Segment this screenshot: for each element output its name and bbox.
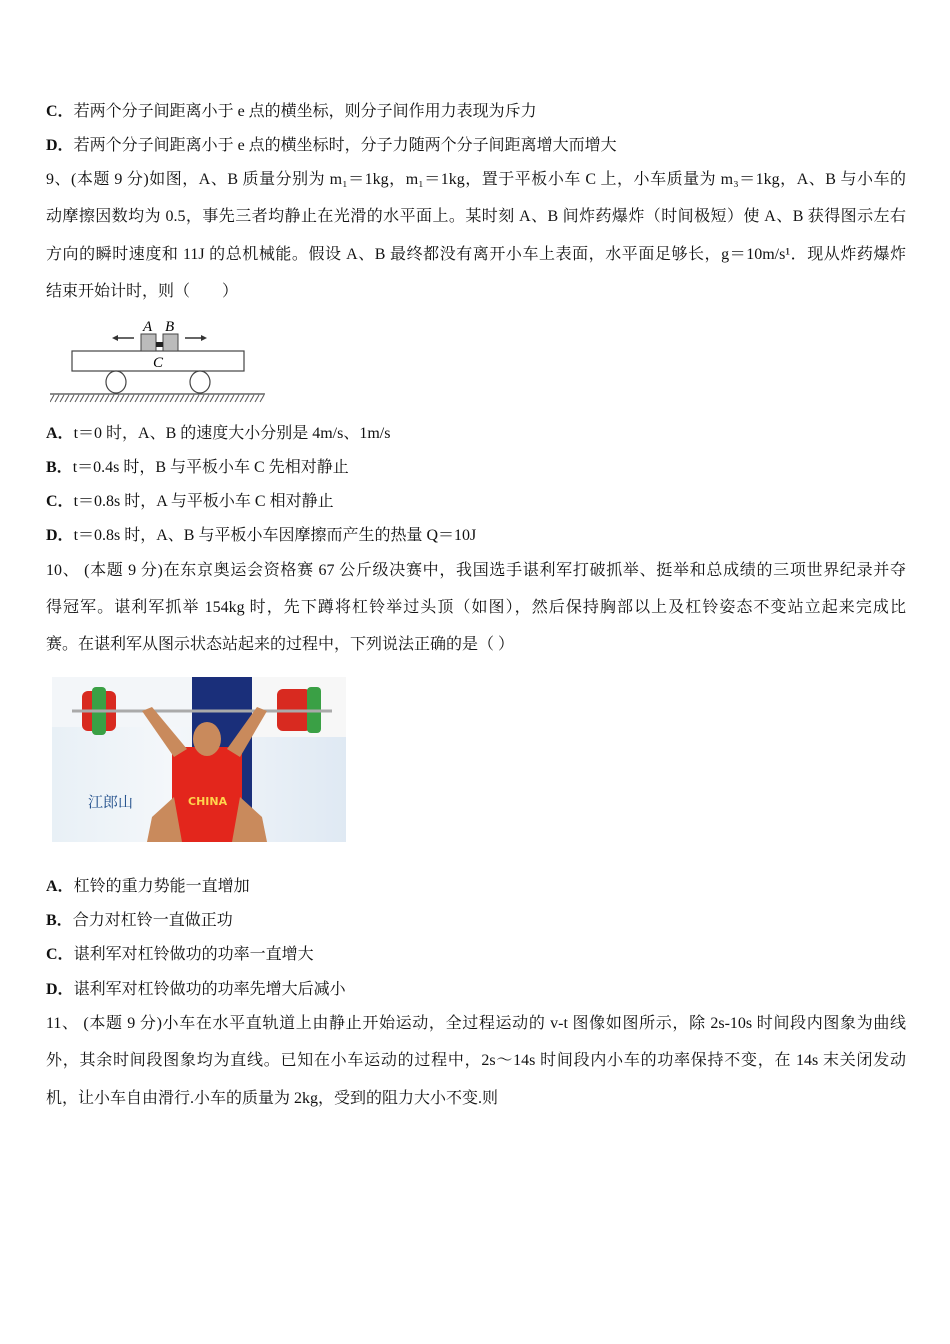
q8-option-c — [46, 102, 906, 122]
shirt-text: CHINA — [188, 795, 228, 808]
q11-stem-line: 11、 (本题 9 分)小车在水平直轨道上由静止开始运动，全过程运动的 v-t 图像如图所示，除 2s-10s 时间段内图象为曲线 — [46, 1015, 906, 1032]
hatch-line — [140, 395, 144, 402]
hatch-line — [180, 395, 184, 402]
option-text: 谌利军对杠铃做功的功率先增大后减小 — [73, 981, 346, 998]
option-text: 杠铃的重力势能一直增加 — [73, 878, 250, 895]
q10-option-b — [46, 911, 906, 931]
option-letter: C． — [46, 493, 74, 510]
q9-option-a — [46, 424, 906, 444]
option-text: 谌利军对杠铃做功的功率一直增大 — [73, 946, 314, 963]
ground-hatch — [50, 395, 264, 402]
explosive — [156, 342, 163, 347]
hatch-line — [145, 395, 149, 402]
q8-option-d — [46, 136, 906, 156]
label-c: C — [153, 355, 164, 371]
hatch-line — [255, 395, 259, 402]
hatch-line — [100, 395, 104, 402]
hatch-line — [120, 395, 124, 402]
option-text: t＝0 时，A、B 的速度大小分别是 4m/s、1m/s — [73, 425, 391, 442]
option-letter: D． — [46, 137, 74, 154]
option-letter: B． — [46, 459, 73, 476]
option-letter: D． — [46, 527, 74, 544]
hatch-line — [245, 395, 249, 402]
q10-option-a — [46, 877, 906, 897]
hatch-line — [185, 395, 189, 402]
q10-stem-line: 赛。在谌利军从图示状态站起来的过程中，下列说法正确的是（ ） — [46, 636, 515, 653]
hatch-line — [165, 395, 169, 402]
q9-option-b — [46, 458, 906, 478]
q9-stem-line: 动摩擦因数均为 0.5，事先三者均静止在光滑的水平面上。某时刻 A、B 间炸药爆炸（时间极短）使 A、B 获得图示左右 — [46, 208, 906, 225]
q10-stem-line: 10、 (本题 9 分)在东京奥运会资格赛 67 公斤级决赛中，我国选手谌利军打破抓举、挺举和总成绩的三项世界纪录并夺 — [46, 562, 906, 579]
hatch-line — [75, 395, 79, 402]
label-a: A — [143, 319, 153, 335]
block-b — [163, 334, 178, 351]
q9-option-c — [46, 492, 906, 512]
q11-stem-line: 外，其余时间段图象均为直线。已知在小车运动的过程中，2s～14s 时间段内小车的功率保持不变，在 14s 末关闭发动 — [46, 1052, 906, 1069]
hatch-line — [90, 395, 94, 402]
option-text: 若两个分子间距离小于 e 点的横坐标，则分子间作用力表现为斥力 — [73, 103, 537, 120]
hatch-line — [160, 395, 164, 402]
hatch-line — [225, 395, 229, 402]
hatch-line — [110, 395, 114, 402]
hatch-line — [135, 395, 139, 402]
weightlifter-photo — [52, 677, 346, 842]
hatch-line — [200, 395, 204, 402]
hatch-line — [250, 395, 254, 402]
hatch-line — [80, 395, 84, 402]
q10-option-d — [46, 980, 906, 1000]
option-text: t＝0.4s 时，B 与平板小车 C 先相对静止 — [72, 459, 349, 476]
hatch-line — [235, 395, 239, 402]
option-text: t＝0.8s 时，A、B 与平板小车因摩擦而产生的热量 Q＝10J — [73, 527, 477, 544]
hatch-line — [95, 395, 99, 402]
option-text: 若两个分子间距离小于 e 点的横坐标时，分子力随两个分子间距离增大而增大 — [73, 137, 617, 154]
option-text: t＝0.8s 时，A 与平板小车 C 相对静止 — [73, 493, 334, 510]
option-letter: C． — [46, 946, 74, 963]
q10-stem-line: 得冠军。谌利军抓举 154kg 时，先下蹲将杠铃举过头顶（如图），然后保持胸部以上及杠铃姿态不变站立起来完成比 — [46, 599, 906, 616]
hatch-line — [150, 395, 154, 402]
hatch-line — [55, 395, 59, 402]
hatch-line — [105, 395, 109, 402]
q9-stem-line: 结束开始计时，则（ ） — [46, 283, 239, 300]
hatch-line — [175, 395, 179, 402]
hatch-line — [85, 395, 89, 402]
q9-option-d — [46, 526, 906, 546]
cart-diagram — [50, 314, 270, 406]
hatch-line — [210, 395, 214, 402]
hatch-line — [115, 395, 119, 402]
hatch-line — [65, 395, 69, 402]
block-a — [141, 334, 156, 351]
hatch-line — [190, 395, 194, 402]
hatch-line — [220, 395, 224, 402]
hatch-line — [195, 395, 199, 402]
option-letter: A． — [46, 425, 74, 442]
hatch-line — [50, 395, 54, 402]
hatch-line — [240, 395, 244, 402]
hatch-line — [125, 395, 129, 402]
option-letter: A． — [46, 878, 74, 895]
hatch-line — [230, 395, 234, 402]
q9-stem-line: 方向的瞬时速度和 11J 的总机械能。假设 A、B 最终都没有离开小车上表面，水平面足够长，g＝10m/s¹．现从炸药爆炸 — [46, 246, 906, 263]
option-letter: C． — [46, 103, 74, 120]
banner-text: 江郎山 — [88, 793, 134, 811]
hatch-line — [155, 395, 159, 402]
hatch-line — [205, 395, 209, 402]
hatch-line — [170, 395, 174, 402]
option-text: 合力对杠铃一直做正功 — [72, 912, 233, 929]
hatch-line — [60, 395, 64, 402]
hatch-line — [130, 395, 134, 402]
option-letter: D． — [46, 981, 74, 998]
option-letter: B． — [46, 912, 73, 929]
q9-stem-line: 9、(本题 9 分)如图，A、B 质量分别为 m₁＝1kg，m₁＝1kg，置于平板小车 C 上，小车质量为 m₃＝1kg，A、B 与小车的 — [46, 171, 906, 188]
q10-option-c — [46, 945, 906, 965]
q11-stem-line: 机，让小车自由滑行.小车的质量为 2kg，受到的阻力大小不变.则 — [46, 1090, 499, 1107]
hatch-line — [70, 395, 74, 402]
hatch-line — [215, 395, 219, 402]
hatch-line — [260, 395, 264, 402]
label-b: B — [165, 319, 175, 335]
